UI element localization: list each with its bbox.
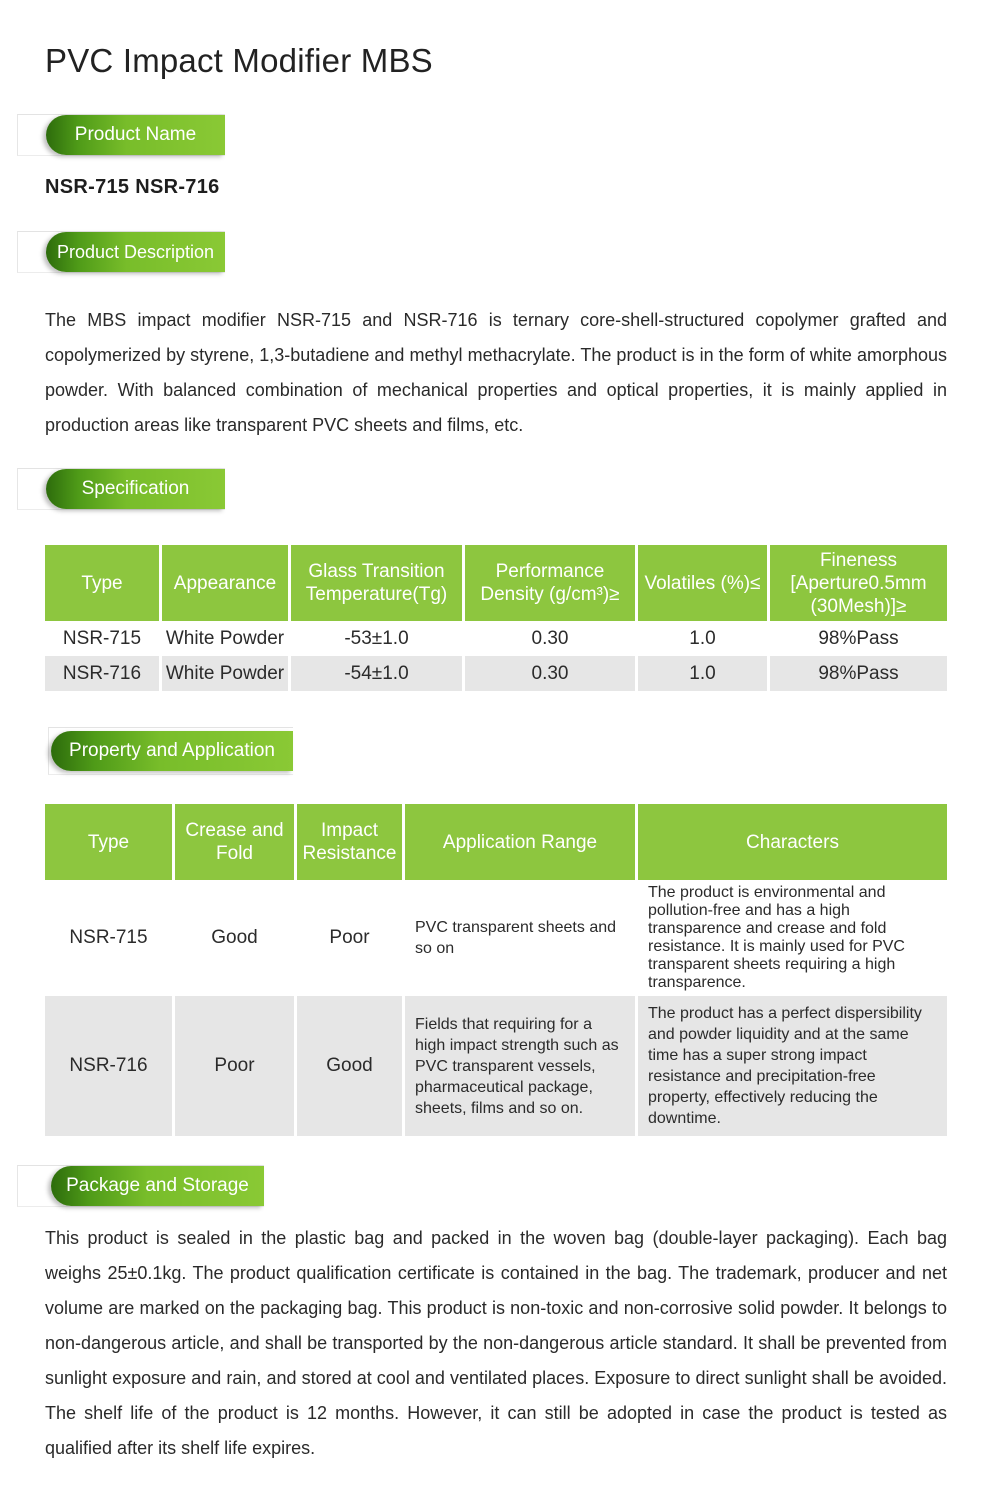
prop-cell: Fields that requiring for a high impact strength such as PVC transparent vessels, pharmaceutical package, sheets, films and so on. (405, 996, 638, 1136)
section-label: Product Name (46, 115, 225, 155)
table-row (45, 996, 947, 1136)
section-header-specification (17, 468, 225, 510)
spec-cell: White Powder (162, 656, 291, 691)
section-header-property-application (48, 727, 293, 775)
table-row (45, 656, 947, 691)
prop-header-characters: Characters (638, 804, 947, 880)
prop-cell: NSR-715 (45, 880, 175, 996)
spec-cell: 98%Pass (770, 656, 947, 691)
prop-cell: Poor (297, 880, 405, 996)
product-name-value: NSR-715 NSR-716 (45, 176, 220, 198)
section-header-product-name (17, 114, 225, 156)
section-label: Product Description (46, 232, 225, 272)
section-header-product-description (17, 231, 225, 273)
prop-cell: The product is environmental and pollution-free and has a high transparence and crease and fold resistance. It is mainly used for PVC transparent sheets requiring a high transparence. (648, 884, 905, 991)
spec-cell: 0.30 (465, 656, 638, 691)
property-application-table (45, 804, 947, 1136)
spec-cell: 1.0 (638, 656, 770, 691)
spec-header-appearance: Appearance (162, 545, 291, 621)
spec-cell: 1.0 (638, 621, 770, 656)
spec-cell: 0.30 (465, 621, 638, 656)
spec-cell: -53±1.0 (291, 621, 465, 656)
spec-header-volatiles: Volatiles (%)≤ (638, 545, 770, 621)
prop-cell: Poor (175, 996, 297, 1136)
prop-cell: PVC transparent sheets and so on (405, 880, 638, 996)
spec-header-density: Performance Density (g/cm³)≥ (465, 545, 638, 621)
spec-header-fineness: Fineness [Aperture0.5mm (30Mesh)]≥ (770, 545, 947, 621)
specification-table (45, 545, 947, 691)
table-row (45, 880, 947, 996)
prop-header-impact: Impact Resistance (297, 804, 405, 880)
prop-cell: The product has a perfect dispersibility and powder liquidity and at the same time has a super strong impact resistance and precipitation-free property, effectively reducing the downtime. (638, 996, 947, 1136)
section-header-package-storage (17, 1165, 264, 1207)
product-description-text: The MBS impact modifier NSR-715 and NSR-716 is ternary core-shell-structured copolymer grafted and copolymerized by styrene, 1,3-butadiene and methyl methacrylate. The product is in the form of white amorphous powder. With balanced combination of mechanical properties and optical properties, it is mainly applied in production areas like transparent PVC sheets and films, etc. (45, 310, 947, 435)
spec-header-type: Type (45, 545, 162, 621)
spec-cell: NSR-715 (45, 621, 162, 656)
section-label: Specification (46, 469, 225, 509)
page-title: PVC Impact Modifier MBS (45, 42, 433, 79)
prop-cell: NSR-716 (45, 996, 175, 1136)
spec-cell: White Powder (162, 621, 291, 656)
spec-cell: 98%Pass (818, 627, 899, 649)
prop-cell: Good (297, 996, 405, 1136)
prop-header-crease-fold: Crease and Fold (175, 804, 297, 880)
prop-cell: Good (175, 880, 297, 996)
prop-header-type: Type (45, 804, 175, 880)
section-label: Property and Application (51, 731, 293, 771)
spec-cell: -54±1.0 (291, 656, 465, 691)
spec-cell: NSR-716 (45, 656, 162, 691)
prop-header-application-range: Application Range (405, 804, 638, 880)
spec-header-tg: Glass Transition Temperature(Tg) (291, 545, 465, 621)
section-label: Package and Storage (51, 1166, 264, 1206)
package-storage-text: This product is sealed in the plastic bag and packed in the woven bag (double-layer packaging). Each bag weighs 25±0.1kg. The product qualification certificate is contained in the bag. The trademark, producer and net volume are marked on the packaging bag. This product is non-toxic and non-corrosive solid powder. It belongs to non-dangerous article, and shall be transported by the non-dangerous article standard. It shall be prevented from sunlight exposure and rain, and stored at cool and ventilated places. Exposure to direct sunlight shall be avoided. The shelf life of the product is 12 months. However, it can still be adopted in case the product is tested as qualified after its shelf life expires. (45, 1228, 947, 1458)
table-row (45, 621, 947, 656)
